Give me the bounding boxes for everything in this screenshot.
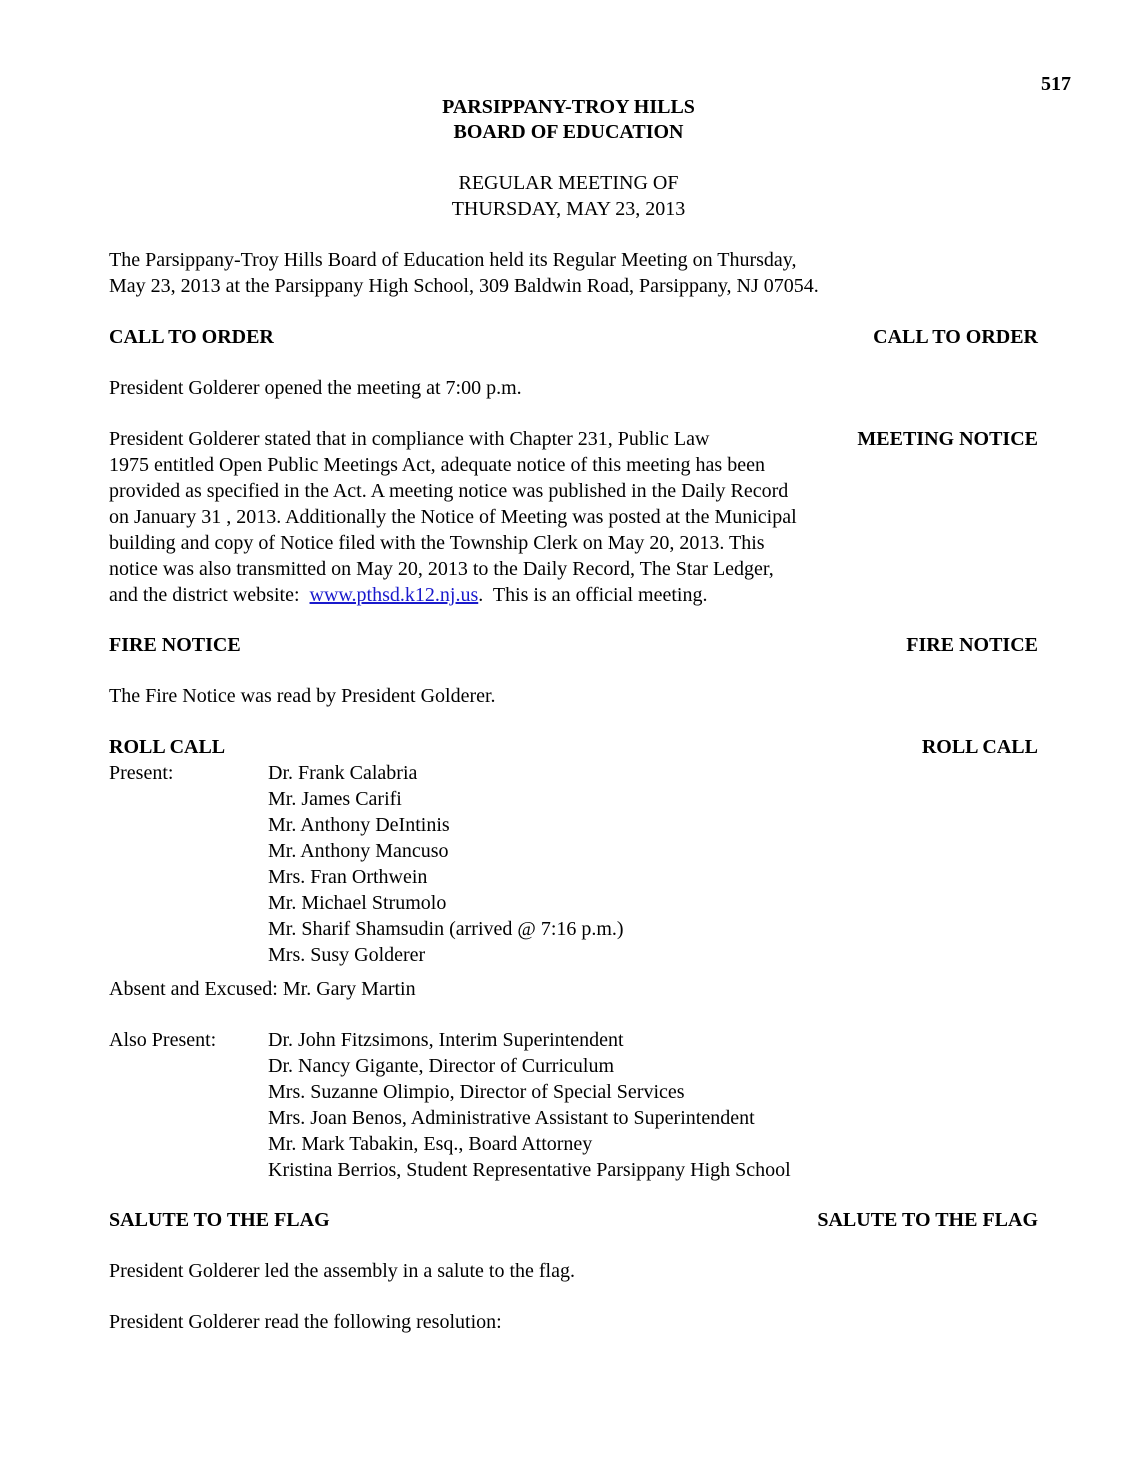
salute-text: President Golderer led the assembly in a salute to the flag. bbox=[109, 1260, 575, 1282]
org-name-line1: PARSIPPANY-TROY HILLS bbox=[442, 96, 695, 118]
fire-notice-side-heading: FIRE NOTICE bbox=[906, 634, 1038, 656]
salute-side-heading: SALUTE TO THE FLAG bbox=[817, 1209, 1038, 1231]
present-label: Present: bbox=[109, 762, 174, 784]
present-member: Mr. Anthony DeIntinis bbox=[268, 814, 450, 836]
present-member: Dr. Frank Calabria bbox=[268, 762, 418, 784]
present-member: Mr. Anthony Mancuso bbox=[268, 840, 449, 862]
meeting-notice-line: notice was also transmitted on May 20, 2013 to the Daily Record, The Star Ledger, bbox=[109, 558, 774, 580]
also-present-member: Mrs. Suzanne Olimpio, Director of Special Services bbox=[268, 1081, 685, 1103]
website-prefix: and the district website: bbox=[109, 584, 310, 606]
roll-call-heading: ROLL CALL bbox=[109, 736, 226, 758]
org-name-line2: BOARD OF EDUCATION bbox=[453, 121, 684, 143]
district-website-link[interactable]: www.pthsd.k12.nj.us bbox=[309, 584, 479, 606]
salute-heading-row bbox=[109, 1207, 1038, 1233]
call-to-order-text: President Golderer opened the meeting at 7:00 p.m. bbox=[109, 377, 522, 399]
present-member: Mr. Sharif Shamsudin (arrived @ 7:16 p.m.) bbox=[268, 918, 624, 940]
meeting-notice-line: provided as specified in the Act. A meeting notice was published in the Daily Record bbox=[109, 480, 789, 502]
absent-excused: Absent and Excused: Mr. Gary Martin bbox=[109, 978, 416, 1000]
also-present-label: Also Present: bbox=[109, 1029, 217, 1051]
meeting-notice-last-line bbox=[109, 582, 1039, 608]
present-member: Mrs. Fran Orthwein bbox=[268, 866, 428, 888]
also-present-member: Mr. Mark Tabakin, Esq., Board Attorney bbox=[268, 1133, 593, 1155]
meeting-notice-line: building and copy of Notice filed with the Township Clerk on May 20, 2013. This bbox=[109, 532, 765, 554]
roll-call-heading-row bbox=[109, 734, 1038, 760]
present-member: Mr. James Carifi bbox=[268, 788, 402, 810]
meeting-notice-line: on January 31 , 2013. Additionally the Notice of Meeting was posted at the Municipal bbox=[109, 506, 797, 528]
fire-notice-heading: FIRE NOTICE bbox=[109, 634, 241, 656]
intro-line: The Parsippany-Troy Hills Board of Education held its Regular Meeting on Thursday, bbox=[109, 249, 797, 271]
page-number: 517 bbox=[1041, 73, 1071, 95]
present-list bbox=[268, 760, 624, 968]
present-member: Mr. Michael Strumolo bbox=[268, 892, 447, 914]
meeting-title-line2: THURSDAY, MAY 23, 2013 bbox=[451, 198, 686, 220]
closing-text: President Golderer read the following resolution: bbox=[109, 1311, 502, 1333]
intro-paragraph bbox=[109, 247, 1039, 299]
call-to-order-heading-row bbox=[109, 324, 1038, 350]
website-suffix: . This is an official meeting. bbox=[478, 584, 708, 606]
meeting-notice-line: 1975 entitled Open Public Meetings Act, adequate notice of this meeting has been bbox=[109, 454, 765, 476]
meeting-notice-side-heading: MEETING NOTICE bbox=[857, 428, 1038, 450]
fire-notice-text: The Fire Notice was read by President Golderer. bbox=[109, 685, 496, 707]
salute-heading: SALUTE TO THE FLAG bbox=[109, 1209, 330, 1231]
present-member: Mrs. Susy Golderer bbox=[268, 944, 426, 966]
also-present-member: Dr. Nancy Gigante, Director of Curriculum bbox=[268, 1055, 615, 1077]
intro-line: May 23, 2013 at the Parsippany High School, 309 Baldwin Road, Parsippany, NJ 07054. bbox=[109, 275, 819, 297]
also-present-member: Kristina Berrios, Student Representative Parsippany High School bbox=[268, 1159, 791, 1181]
also-present-list bbox=[268, 1027, 791, 1183]
call-to-order-side-heading: CALL TO ORDER bbox=[873, 326, 1038, 348]
meeting-title-line1: REGULAR MEETING OF bbox=[458, 172, 679, 194]
fire-notice-heading-row bbox=[109, 632, 1038, 658]
meeting-notice-paragraph bbox=[109, 426, 1039, 608]
roll-call-side-heading: ROLL CALL bbox=[921, 736, 1038, 758]
also-present-member: Mrs. Joan Benos, Administrative Assistant to Superintendent bbox=[268, 1107, 755, 1129]
meeting-notice-line: President Golderer stated that in compliance with Chapter 231, Public Law bbox=[109, 428, 710, 450]
also-present-member: Dr. John Fitzsimons, Interim Superintendent bbox=[268, 1029, 624, 1051]
call-to-order-heading: CALL TO ORDER bbox=[109, 326, 274, 348]
